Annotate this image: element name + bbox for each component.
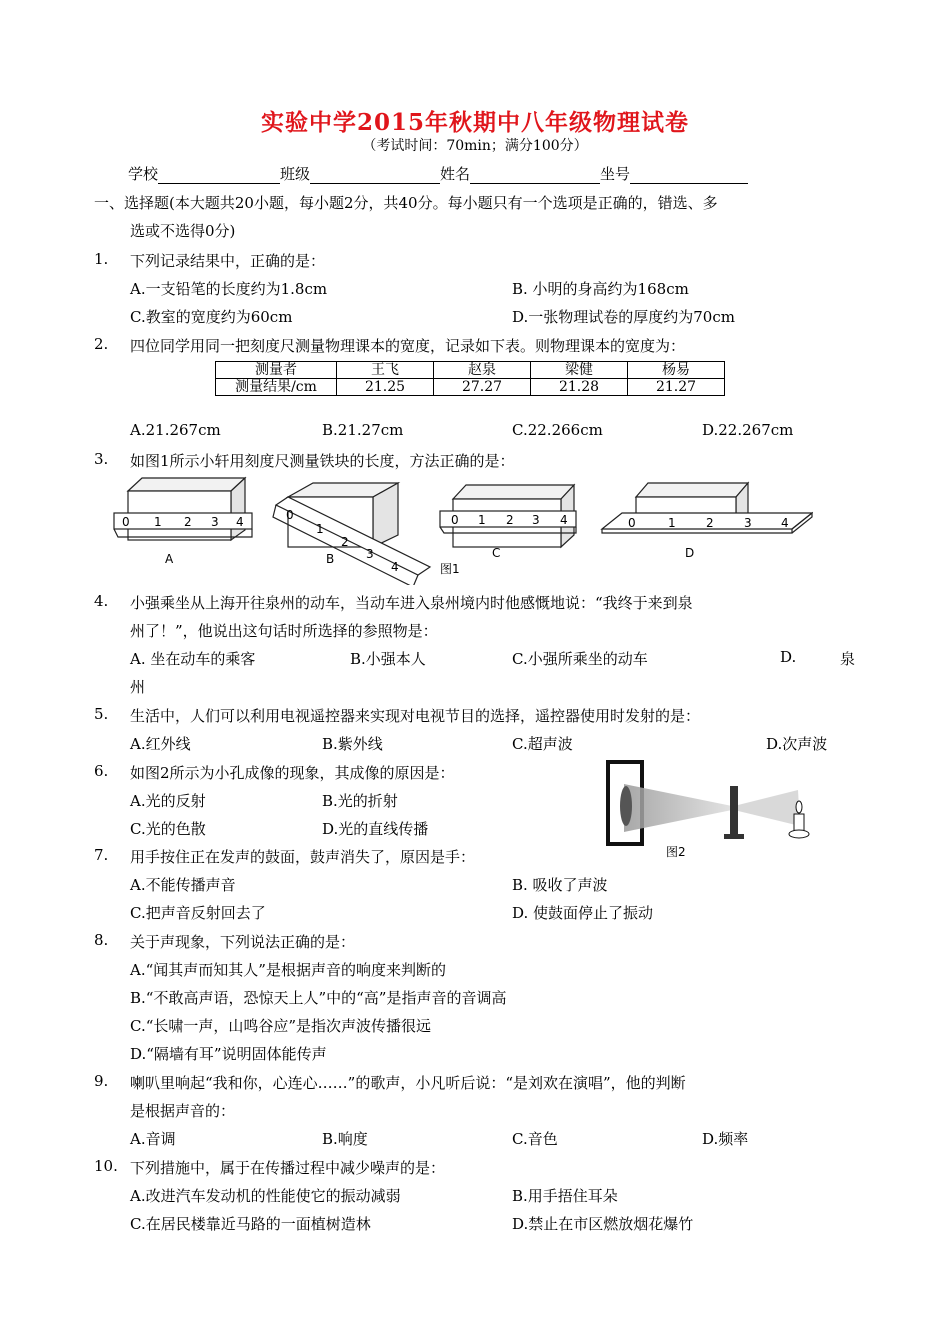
q2-results-table	[215, 361, 725, 396]
fig1-label-c: C	[492, 546, 501, 560]
q2-option-c: C.22.266cm	[512, 421, 603, 439]
q7-option-d: D. 使鼓面停止了振动	[512, 904, 654, 922]
q2-option-b: B.21.27cm	[322, 421, 404, 439]
q2-stem: 四位同学用同一把刻度尺测量物理课本的宽度，记录如下表。则物理课本的宽度为：	[130, 337, 686, 355]
ruler-b-tick-2: 2	[341, 535, 349, 549]
q6-option-b: B.光的折射	[322, 792, 398, 810]
table-cell: 测量者	[216, 362, 337, 379]
q1-number: 1.	[94, 250, 109, 268]
info-line	[128, 163, 748, 184]
seat-label: 坐号	[600, 165, 631, 183]
q6-option-d: D.光的直线传播	[322, 820, 429, 838]
q6-number: 6.	[94, 762, 109, 780]
class-field[interactable]	[310, 167, 440, 184]
q2-number: 2.	[94, 335, 109, 353]
q5-option-b: B.紫外线	[322, 735, 383, 753]
figure-2-pinhole-camera	[602, 756, 822, 862]
q9-stem-line2: 是根据声音的：	[130, 1102, 236, 1120]
q3-number: 3.	[94, 450, 109, 468]
ruler-b-tick-0: 0	[286, 508, 294, 522]
table-cell: 梁健	[531, 362, 628, 379]
q4-stem-line1: 小强乘坐从上海开往泉州的动车，当动车进入泉州境内时他感慨地说：“我终于来到泉	[130, 594, 693, 612]
ruler-c-tick-1: 1	[478, 513, 486, 527]
exam-title: 实验中学2015年秋期中八年级物理试卷	[260, 109, 689, 136]
q4-option-b: B.小强本人	[350, 650, 426, 668]
ruler-d-tick-0: 0	[628, 516, 636, 530]
section1-line2: 选或不选得0分)	[130, 222, 236, 240]
q7-number: 7.	[94, 846, 109, 864]
q2-option-d: D.22.267cm	[702, 421, 794, 439]
fig1-label-d: D	[685, 546, 695, 560]
q10-option-b: B.用手捂住耳朵	[512, 1187, 618, 1205]
q9-option-a: A.音调	[130, 1130, 176, 1148]
table-row	[216, 379, 725, 396]
ruler-b-tick-1: 1	[316, 522, 324, 536]
q4-option-d-label: D.	[780, 648, 797, 666]
q5-number: 5.	[94, 705, 109, 723]
q9-option-c: C.音色	[512, 1130, 558, 1148]
q9-option-b: B.响度	[322, 1130, 368, 1148]
fig1-label-b: B	[326, 552, 335, 566]
section1-line1: 一、选择题(本大题共20小题，每小题2分，共40分。每小题只有一个选项是正确的，错选、多	[94, 194, 718, 212]
class-label: 班级	[280, 165, 311, 183]
q7-option-a: A.不能传播声音	[130, 876, 236, 894]
q6-stem: 如图2所示为小孔成像的现象，其成像的原因是：	[130, 764, 455, 782]
q5-option-c: C.超声波	[512, 735, 573, 753]
q7-option-b: B. 吸收了声波	[512, 876, 608, 894]
table-cell: 杨易	[628, 362, 725, 379]
q3-stem: 如图1所示小轩用刻度尺测量铁块的长度，方法正确的是：	[130, 452, 515, 470]
ruler-c-tick-3: 3	[532, 513, 540, 527]
ruler-d-tick-4: 4	[781, 516, 789, 530]
ruler-c-tick-2: 2	[506, 513, 514, 527]
table-cell: 21.28	[531, 379, 628, 396]
ruler-a-tick-3: 3	[211, 515, 219, 529]
q10-option-c: C.在居民楼靠近马路的一面植树造林	[130, 1215, 371, 1233]
seat-field[interactable]	[630, 167, 748, 184]
q2-option-a: A.21.267cm	[130, 421, 221, 439]
ruler-b-tick-4: 4	[391, 560, 399, 574]
fig2-caption: 图2	[666, 845, 686, 859]
table-cell: 测量结果/cm	[216, 379, 337, 396]
ruler-b-tick-3: 3	[366, 547, 374, 561]
figure-1-rulers	[108, 475, 813, 585]
ruler-c-tick-0: 0	[451, 513, 459, 527]
q1-option-c: C.教室的宽度约为60cm	[130, 308, 293, 326]
name-label: 姓名	[440, 165, 471, 183]
q8-option-d: D.“隔墙有耳”说明固体能传声	[130, 1045, 327, 1063]
q10-option-d: D.禁止在市区燃放烟花爆竹	[512, 1215, 694, 1233]
q10-option-a: A.改进汽车发动机的性能使它的振动减弱	[130, 1187, 401, 1205]
table-cell: 21.27	[628, 379, 725, 396]
table-cell: 27.27	[434, 379, 531, 396]
q4-stem-line2: 州了！”，他说出这句话时所选择的参照物是：	[130, 622, 438, 640]
ruler-d-tick-2: 2	[706, 516, 714, 530]
ruler-a-tick-2: 2	[184, 515, 192, 529]
q4-option-a: A. 坐在动车的乘客	[130, 650, 256, 668]
q1-stem: 下列记录结果中，正确的是：	[130, 252, 326, 270]
school-field[interactable]	[158, 167, 280, 184]
ruler-a-tick-0: 0	[122, 515, 130, 529]
ruler-d-tick-3: 3	[744, 516, 752, 530]
q4-number: 4.	[94, 592, 109, 610]
q8-option-a: A.“闻其声而知其人”是根据声音的响度来判断的	[130, 961, 446, 979]
q9-stem-line1: 喇叭里响起“我和你，心连心……”的歌声，小凡听后说：“是刘欢在演唱”，他的判断	[130, 1074, 686, 1092]
q7-stem: 用手按住正在发声的鼓面，鼓声消失了，原因是手：	[130, 848, 476, 866]
q4-option-c: C.小强所乘坐的动车	[512, 650, 648, 668]
name-field[interactable]	[470, 167, 600, 184]
exam-subtitle: （考试时间：70min；满分100分）	[362, 138, 588, 154]
ruler-d-tick-1: 1	[668, 516, 676, 530]
fig1-caption: 图1	[440, 562, 460, 576]
q8-option-c: C.“长啸一声，山鸣谷应”是指次声波传播很远	[130, 1017, 432, 1035]
ruler-c-tick-4: 4	[560, 513, 568, 527]
q1-option-b: B. 小明的身高约为168cm	[512, 280, 689, 298]
q8-option-b: B.“不敢高声语，恐惊天上人”中的“高”是指声音的音调高	[130, 989, 507, 1007]
q9-number: 9.	[94, 1072, 109, 1090]
q6-option-a: A.光的反射	[130, 792, 206, 810]
q5-option-a: A.红外线	[130, 735, 191, 753]
q1-option-d: D.一张物理试卷的厚度约为70cm	[512, 308, 735, 326]
table-cell: 赵泉	[434, 362, 531, 379]
fig1-label-a: A	[165, 552, 174, 566]
q4-option-d-text1: 泉	[840, 650, 856, 668]
table-cell: 21.25	[337, 379, 434, 396]
q4-option-d-text2: 州	[130, 678, 146, 696]
q7-option-c: C.把声音反射回去了	[130, 904, 266, 922]
q9-option-d: D.频率	[702, 1130, 749, 1148]
q10-number: 10.	[94, 1157, 118, 1175]
ruler-a-tick-4: 4	[236, 515, 244, 529]
table-row	[216, 362, 725, 379]
q5-stem: 生活中，人们可以利用电视遥控器来实现对电视节目的选择，遥控器使用时发射的是：	[130, 707, 701, 725]
school-label: 学校	[128, 165, 159, 183]
table-cell: 王飞	[337, 362, 434, 379]
q8-number: 8.	[94, 931, 109, 949]
ruler-a-tick-1: 1	[154, 515, 162, 529]
q1-option-a: A.一支铅笔的长度约为1.8cm	[130, 280, 328, 298]
q5-option-d: D.次声波	[766, 735, 828, 753]
q6-option-c: C.光的色散	[130, 820, 206, 838]
q10-stem: 下列措施中，属于在传播过程中减少噪声的是：	[130, 1159, 446, 1177]
q8-stem: 关于声现象，下列说法正确的是：	[130, 933, 356, 951]
